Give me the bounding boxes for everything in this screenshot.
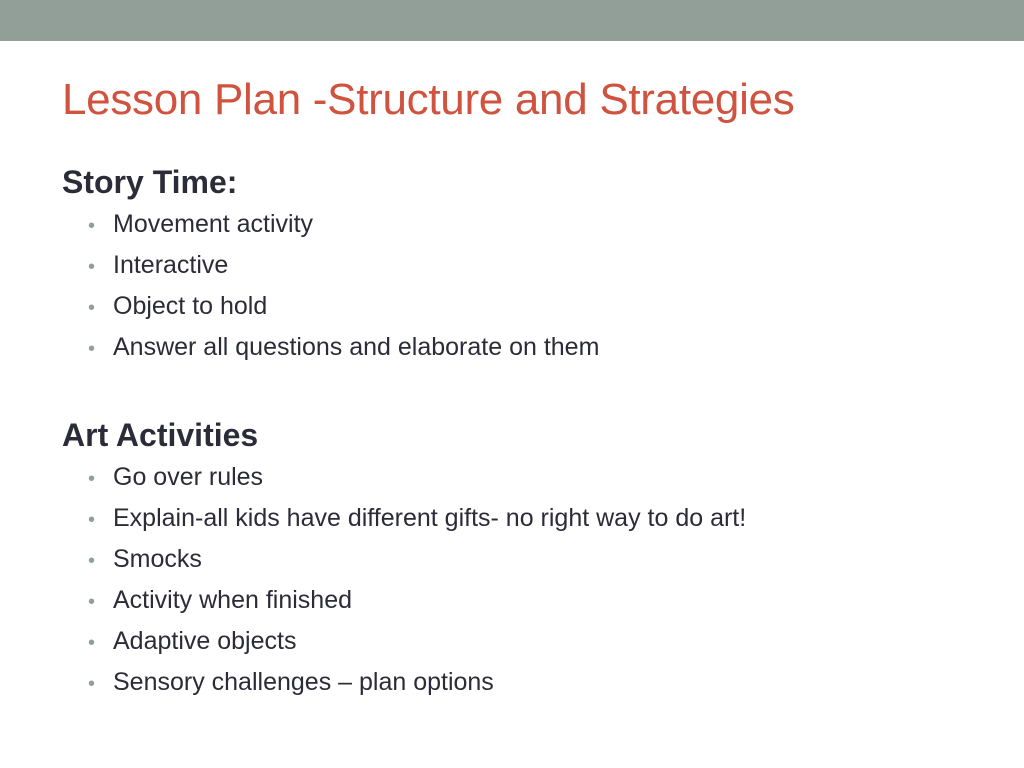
bullet-text: Answer all questions and elaborate on them — [113, 333, 600, 361]
list-item — [88, 539, 962, 580]
bullet-icon: • — [88, 673, 96, 695]
bullet-icon: • — [88, 468, 96, 490]
bullet-text: Sensory challenges – plan options — [113, 668, 494, 696]
section-heading-art-activities: Art Activities — [62, 417, 259, 453]
bullet-text: Adaptive objects — [113, 627, 297, 655]
list-item — [88, 245, 962, 286]
bullet-icon: • — [88, 632, 96, 654]
top-decorative-band — [0, 0, 1024, 41]
bullet-text: Movement activity — [113, 210, 314, 238]
slide-title: Lesson Plan -Structure and Strategies — [62, 75, 795, 124]
bullet-icon: • — [88, 256, 96, 278]
bullet-icon: • — [88, 338, 96, 360]
list-item — [88, 662, 962, 703]
bullet-text: Activity when finished — [113, 586, 353, 614]
bullet-text: Object to hold — [113, 292, 268, 320]
bullet-icon: • — [88, 591, 96, 613]
art-activities-list — [62, 457, 962, 703]
slide-content — [62, 160, 962, 703]
bullet-icon: • — [88, 509, 96, 531]
bullet-text: Smocks — [113, 545, 202, 573]
bullet-icon: • — [88, 550, 96, 572]
section-spacer — [62, 368, 962, 413]
list-item — [88, 621, 962, 662]
bullet-text: Go over rules — [113, 463, 264, 491]
list-item — [88, 286, 962, 327]
list-item — [88, 498, 962, 539]
bullet-text: Interactive — [113, 251, 229, 279]
bullet-text: Explain-all kids have different gifts- no right way to do art! — [113, 504, 747, 532]
list-item — [88, 327, 962, 368]
list-item — [88, 204, 962, 245]
section-heading-story-time: Story Time: — [62, 164, 238, 200]
list-item — [88, 580, 962, 621]
list-item — [88, 457, 962, 498]
story-time-list — [62, 204, 962, 368]
bullet-icon: • — [88, 215, 96, 237]
bullet-icon: • — [88, 297, 96, 319]
